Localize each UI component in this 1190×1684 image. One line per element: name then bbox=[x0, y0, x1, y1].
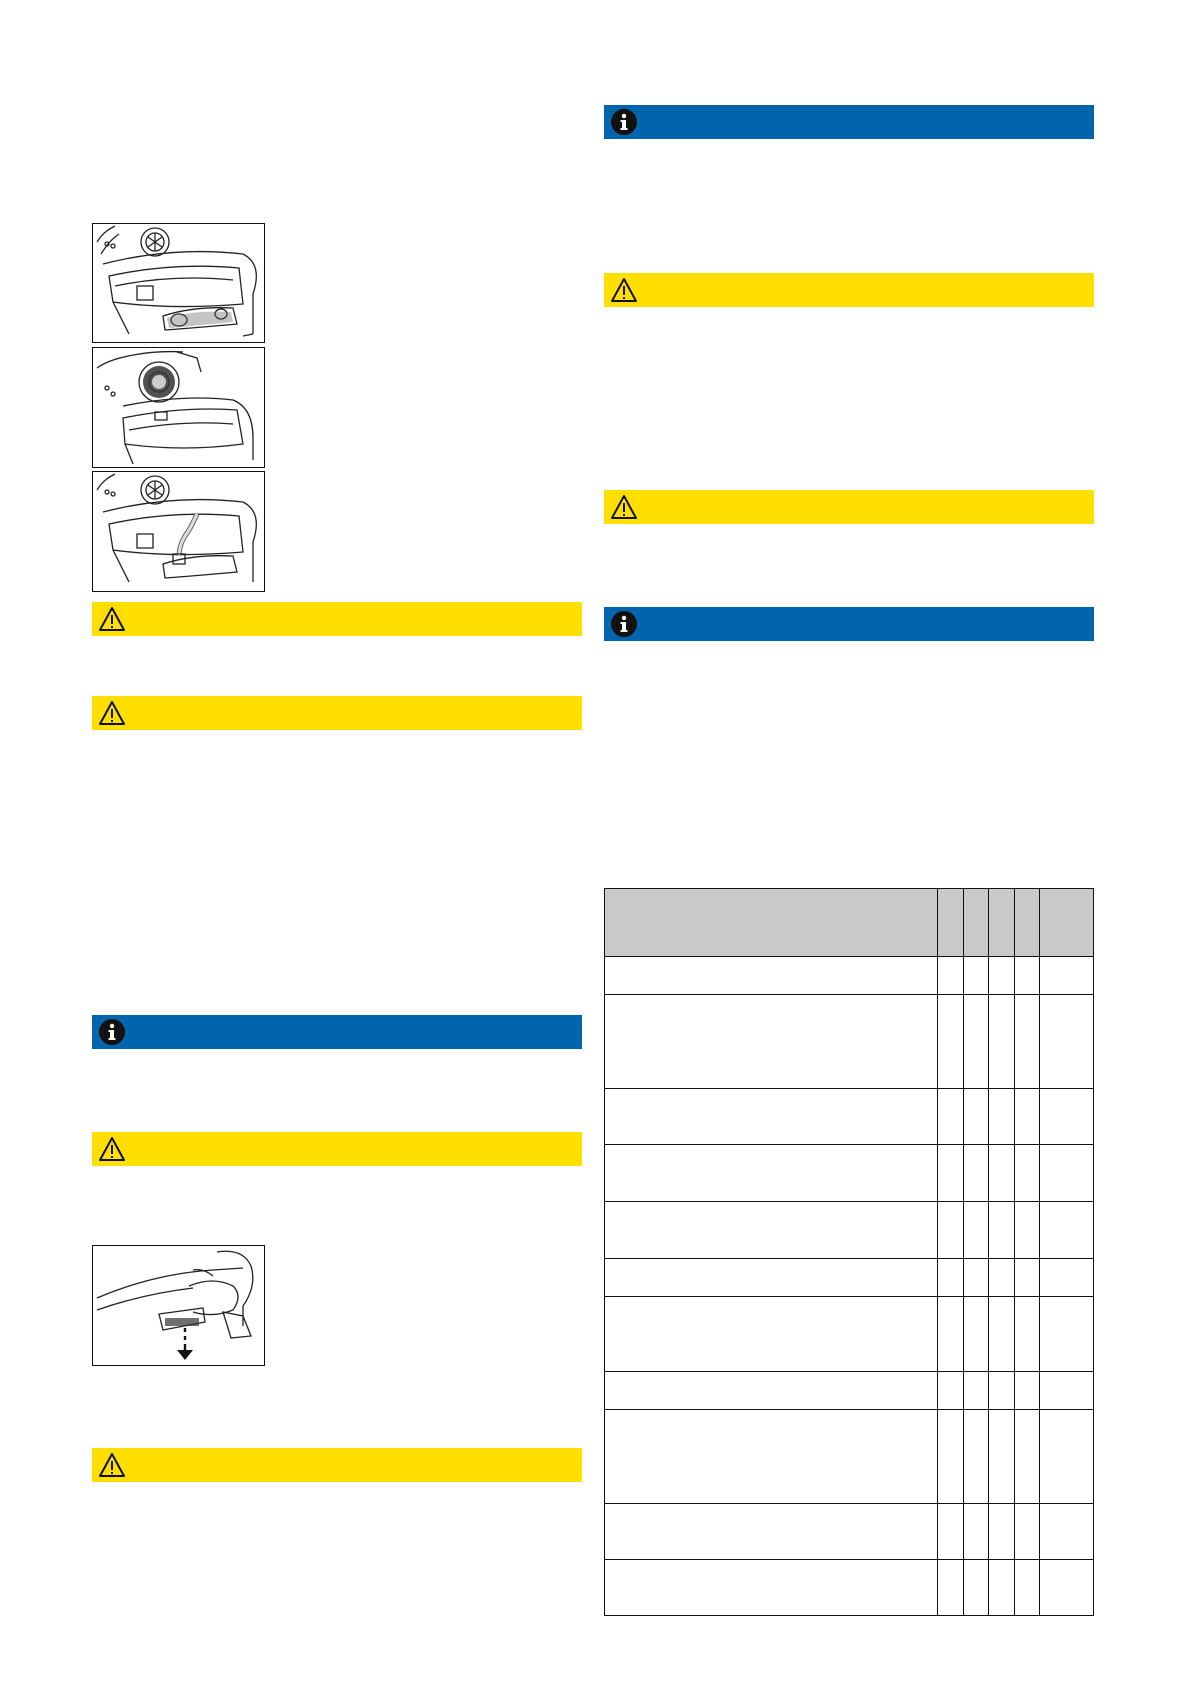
info-bar-2 bbox=[604, 105, 1094, 139]
table-row-divider bbox=[605, 1371, 1093, 1372]
table-row-divider bbox=[605, 1088, 1093, 1089]
table-row-divider bbox=[605, 1503, 1093, 1504]
figure-hose-in-container bbox=[92, 471, 265, 592]
warning-triangle-icon bbox=[98, 605, 126, 633]
table-row-divider bbox=[605, 1296, 1093, 1297]
warning-triangle-icon bbox=[98, 1451, 126, 1479]
warning-triangle-icon bbox=[610, 276, 638, 304]
filter-removal-arrow-illustration-icon bbox=[93, 1246, 264, 1365]
caution-bar-3 bbox=[92, 1132, 582, 1166]
table-row-divider bbox=[605, 1559, 1093, 1560]
warning-triangle-icon bbox=[98, 1135, 126, 1163]
caution-bar-2 bbox=[92, 696, 582, 730]
info-bar-1 bbox=[92, 1015, 582, 1049]
warning-triangle-icon bbox=[610, 493, 638, 521]
maintenance-table bbox=[604, 888, 1094, 1616]
figure-filter-holder bbox=[92, 347, 265, 468]
info-circle-icon bbox=[98, 1018, 126, 1046]
caution-bar-5 bbox=[604, 273, 1094, 307]
table-column-divider bbox=[988, 889, 989, 1615]
info-bar-3 bbox=[604, 607, 1094, 641]
table-row-divider bbox=[605, 1409, 1093, 1410]
table-column-divider bbox=[1039, 889, 1040, 1615]
table-row-divider bbox=[605, 1201, 1093, 1202]
filter-holder-illustration-icon bbox=[93, 348, 264, 467]
warning-triangle-icon bbox=[98, 699, 126, 727]
table-row-divider bbox=[605, 956, 1093, 957]
table-row-divider bbox=[605, 994, 1093, 995]
caution-bar-4 bbox=[92, 1448, 582, 1482]
table-column-divider bbox=[937, 889, 938, 1615]
hose-in-container-illustration-icon bbox=[93, 472, 264, 591]
table-row-divider bbox=[605, 1258, 1093, 1259]
table-column-divider bbox=[1014, 889, 1015, 1615]
table-column-divider bbox=[963, 889, 964, 1615]
caution-bar-1 bbox=[92, 602, 582, 636]
table-header-row bbox=[605, 889, 1093, 956]
caution-bar-6 bbox=[604, 490, 1094, 524]
figure-filter-removal bbox=[92, 1245, 265, 1366]
info-circle-icon bbox=[610, 610, 638, 638]
table-row-divider bbox=[605, 1144, 1093, 1145]
info-circle-icon bbox=[610, 108, 638, 136]
figure-container-open bbox=[92, 223, 265, 343]
vacuum-container-open-illustration-icon bbox=[93, 224, 264, 342]
